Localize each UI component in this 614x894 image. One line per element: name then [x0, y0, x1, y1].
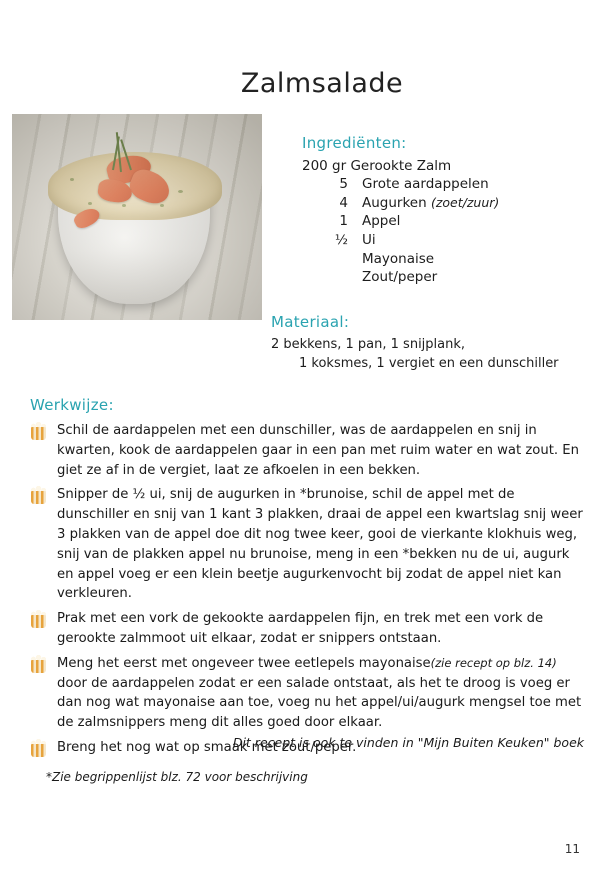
materials-section [271, 313, 601, 374]
method-step-text: Breng het nog wat op smaak met zout/peper. [57, 739, 357, 755]
ingredient-name [362, 194, 602, 213]
ingredient-row [302, 212, 602, 231]
ingredient-name: Zout/peper [362, 269, 438, 286]
method-step-part2: door de aardappelen zodat er een salade ontstaat, als het te droog is voeg er dan nog wat mayonaise aan toe, voeg nu het appel/ui/augurk mengsel toe met de zalmsnippers meng dit alles goed door elkaar. [57, 675, 582, 731]
page-title-text: Zalmsalade [240, 68, 404, 99]
popcorn-icon [28, 655, 50, 674]
materials-line: 1 koksmes, 1 vergiet en een dunschiller [299, 355, 559, 371]
method-step-text: Prak met een vork de gekookte aardappelen fijn, en trek met een vork de gerookte zalmmoot uit elkaar, zodat er snippers ontstaan. [57, 611, 544, 646]
ingredients-section [302, 134, 602, 287]
ingredient-qty: 5 [339, 176, 348, 192]
photo-vignette [12, 114, 262, 320]
ingredients-heading: Ingrediënten: [302, 134, 407, 152]
method-heading: Werkwijze: [30, 396, 114, 414]
ingredient-row [302, 250, 602, 269]
ingredient-first-line: 200 gr Gerookte Zalm [302, 158, 452, 174]
method-step-text: Snipper de ½ ui, snij de augurken in *brunoise, schil de appel met de dunschiller en snij van 1 kant 3 plakken, draai de appel een kwartslag snij weer 3 plakken van de appel doe dit nog twee keer, gooi de vierkante klokhuis weg, snij van de plakken appel nu brunoise, meng in een *bekken nu de ui, augurk en appel voeg er een klein beetje augurkenvocht bij zodat de appel niet kan verkleuren. [57, 487, 583, 602]
ingredient-qty: ½ [334, 231, 348, 248]
method-step-reference: (zie recept op blz. 14) [430, 655, 557, 670]
method-step [28, 485, 588, 604]
ingredient-qty: 1 [339, 213, 348, 230]
ingredient-qty [302, 250, 362, 269]
salmon-salad-photo [12, 114, 262, 320]
book-reference-note: Dit recept is ook te vinden in "Mijn Buiten Keuken" boek [232, 735, 584, 750]
ingredient-row [302, 231, 602, 250]
popcorn-icon [28, 422, 50, 441]
method-step [28, 654, 588, 733]
ingredient-note: (zoet/zuur) [430, 194, 500, 210]
method-step-text: Schil de aardappelen met een dunschiller, was de aardappelen en snij in kwarten, kook de aardappelen gaar in een pan met ruim water en wat zout. En giet ze af in de vergiet, laat ze afkoelen in een bekken. [57, 423, 579, 478]
materials-line: 2 bekkens, 1 pan, 1 snijplank, [271, 337, 466, 352]
ingredient-row [302, 175, 602, 194]
ingredient-name: Ui [362, 231, 376, 248]
ingredient-name-text: Augurken [362, 194, 427, 211]
method-section [28, 396, 588, 763]
ingredient-row [302, 194, 602, 213]
ingredient-name: Mayonaise [362, 250, 435, 267]
method-step [28, 609, 588, 649]
popcorn-icon [28, 610, 50, 629]
page-number: 11 [564, 842, 580, 856]
method-step [28, 421, 588, 480]
glossary-footnote: *Zie begrippenlijst blz. 72 voor beschrijving [46, 770, 308, 784]
popcorn-icon [28, 486, 50, 505]
page-title [0, 68, 614, 99]
method-step-part1: Meng het eerst met ongeveer twee eetlepels mayonaise [57, 655, 431, 671]
ingredient-qty: 4 [339, 194, 348, 211]
ingredient-name: Grote aardappelen [362, 176, 489, 192]
materials-heading: Materiaal: [271, 313, 350, 331]
ingredient-qty [302, 268, 362, 287]
method-step-text [57, 654, 588, 733]
ingredient-row [302, 268, 602, 287]
ingredient-name: Appel [362, 213, 401, 230]
